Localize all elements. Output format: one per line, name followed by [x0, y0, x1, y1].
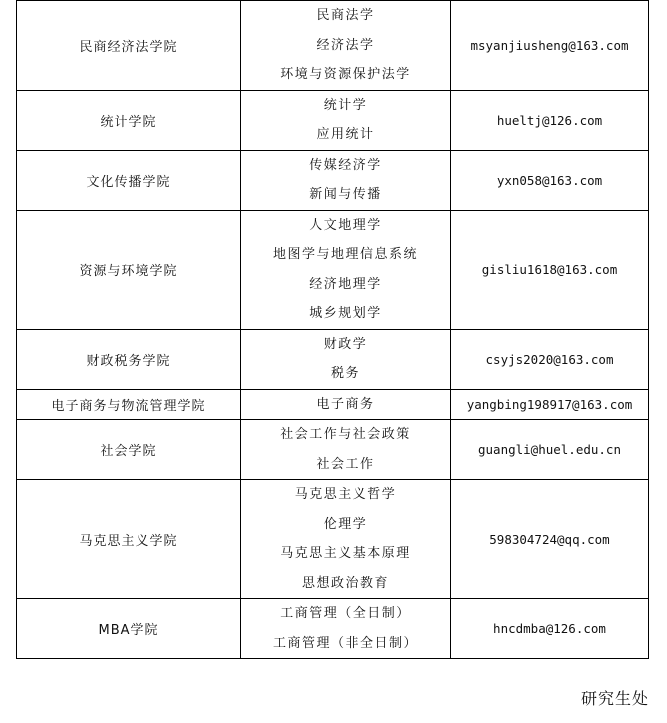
- college-name-cell: 民商经济法学院: [17, 1, 241, 91]
- table-row: [17, 329, 649, 389]
- major-item: 社会工作与社会政策: [280, 427, 411, 442]
- major-item: 城乡规划学: [309, 306, 382, 321]
- college-name-cell: 电子商务与物流管理学院: [17, 389, 241, 420]
- major-item: 伦理学: [323, 516, 368, 532]
- major-item: 人文地理学: [309, 217, 382, 233]
- major-list: [241, 91, 450, 150]
- major-item: 传媒经济学: [309, 157, 382, 173]
- majors-cell: [241, 420, 451, 480]
- major-list: [241, 480, 450, 598]
- major-item: 税务: [330, 366, 360, 381]
- contact-email-cell: 598304724@qq.com: [451, 480, 649, 599]
- major-item: 工商管理（全日制）: [280, 606, 411, 621]
- college-name-cell: 社会学院: [17, 420, 241, 480]
- majors-cell: [241, 1, 451, 91]
- major-item: 经济法学: [316, 37, 375, 53]
- footer-signature: 研究生处: [580, 689, 649, 708]
- table-row: [17, 599, 649, 659]
- college-name-cell: MBA学院: [17, 599, 241, 659]
- major-list: [241, 330, 450, 389]
- majors-cell: [241, 329, 451, 389]
- college-name-cell: 财政税务学院: [17, 329, 241, 389]
- college-name-cell: 资源与环境学院: [17, 210, 241, 329]
- major-item: 电子商务: [316, 396, 375, 412]
- major-item: 统计学: [323, 97, 368, 113]
- major-item: 应用统计: [316, 127, 375, 142]
- contact-email-cell: yxn058@163.com: [451, 150, 649, 210]
- major-list: [241, 151, 450, 210]
- major-list: [241, 1, 450, 90]
- contact-email-cell: msyanjiusheng@163.com: [451, 1, 649, 91]
- majors-cell: [241, 389, 451, 420]
- table-row: [17, 90, 649, 150]
- major-item: 社会工作: [316, 456, 375, 472]
- major-item: 工商管理（非全日制）: [272, 635, 418, 651]
- majors-cell: [241, 150, 451, 210]
- major-list: [241, 599, 450, 658]
- table-row: [17, 1, 649, 91]
- majors-cell: [241, 90, 451, 150]
- table-row: [17, 480, 649, 599]
- table-row: [17, 389, 649, 420]
- table-row: [17, 150, 649, 210]
- major-item: 新闻与传播: [309, 187, 382, 202]
- major-item: 马克思主义哲学: [294, 487, 397, 502]
- table-body: [17, 1, 649, 659]
- major-list: [241, 420, 450, 479]
- contact-email-cell: yangbing198917@163.com: [451, 389, 649, 420]
- contact-email-cell: hueltj@126.com: [451, 90, 649, 150]
- major-list: [241, 390, 450, 420]
- major-item: 财政学: [323, 336, 368, 352]
- college-name-cell: 马克思主义学院: [17, 480, 241, 599]
- contact-email-cell: hncdmba@126.com: [451, 599, 649, 659]
- contact-email-cell: gisliu1618@163.com: [451, 210, 649, 329]
- contact-email-cell: csyjs2020@163.com: [451, 329, 649, 389]
- majors-cell: [241, 599, 451, 659]
- college-contact-table: [16, 0, 649, 659]
- table-row: [17, 210, 649, 329]
- major-item: 地图学与地理信息系统: [272, 247, 418, 262]
- major-list: [241, 211, 450, 329]
- contact-email-cell: guangli@huel.edu.cn: [451, 420, 649, 480]
- college-name-cell: 统计学院: [17, 90, 241, 150]
- majors-cell: [241, 480, 451, 599]
- major-item: 环境与资源保护法学: [280, 67, 411, 82]
- major-item: 经济地理学: [309, 276, 382, 292]
- major-item: 马克思主义基本原理: [280, 546, 411, 561]
- majors-cell: [241, 210, 451, 329]
- college-name-cell: 文化传播学院: [17, 150, 241, 210]
- major-item: 思想政治教育: [301, 575, 389, 591]
- table-row: [17, 420, 649, 480]
- major-item: 民商法学: [316, 8, 375, 23]
